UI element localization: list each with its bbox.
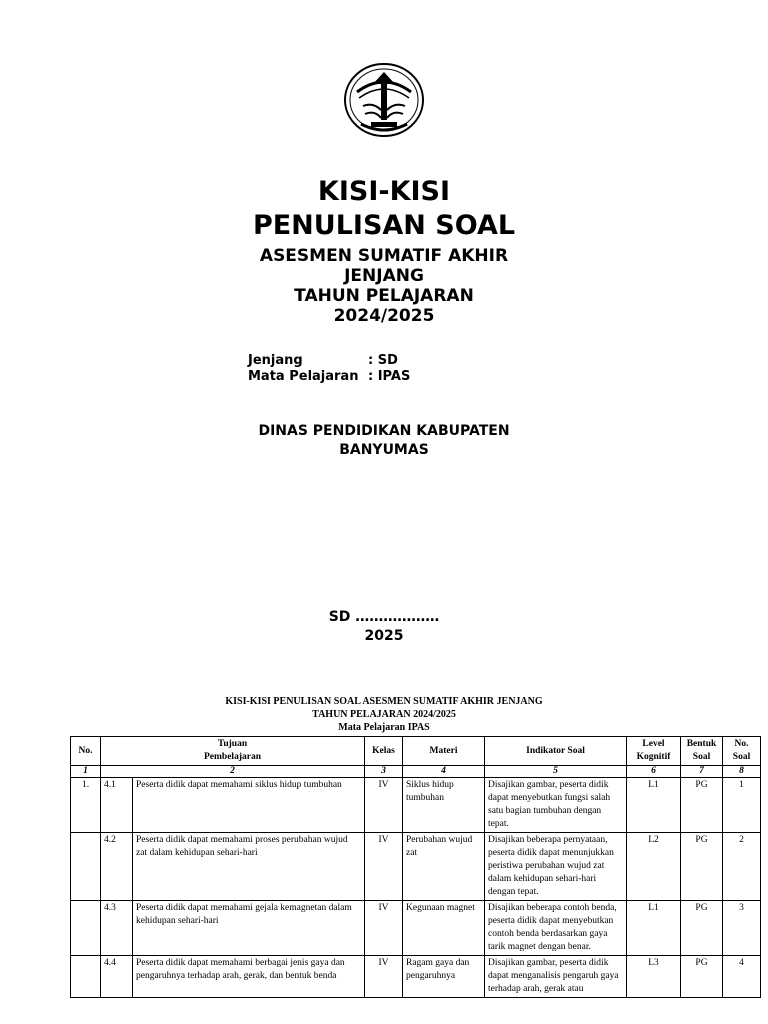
col-level: Level Kognitif bbox=[627, 737, 681, 766]
cell-bentuk: PG bbox=[681, 901, 723, 956]
cell-kelas: IV bbox=[365, 778, 403, 833]
regency-emblem-logo bbox=[343, 62, 425, 140]
school-block bbox=[0, 608, 768, 646]
cell-materi: Ragam gaya dan pengaruhnya bbox=[403, 956, 485, 998]
cell-bentuk: PG bbox=[681, 956, 723, 998]
index-cell: 4 bbox=[403, 766, 485, 778]
index-cell: 7 bbox=[681, 766, 723, 778]
table-header-row bbox=[71, 737, 761, 766]
col-kelas: Kelas bbox=[365, 737, 403, 766]
cell-level: L3 bbox=[627, 956, 681, 998]
table-index-row bbox=[71, 766, 761, 778]
cell-materi: Siklus hidup tumbuhan bbox=[403, 778, 485, 833]
meta-row-mapel bbox=[248, 369, 410, 385]
school-line: SD ……………… bbox=[328, 609, 440, 625]
cell-no bbox=[71, 901, 101, 956]
index-cell: 1 bbox=[71, 766, 101, 778]
dinas-line1: DINAS PENDIDIKAN KABUPATEN bbox=[258, 423, 510, 439]
table-row bbox=[71, 956, 761, 998]
cell-tujuan: Peserta didik dapat memahami gejala kemagnetan dalam kehidupan sehari-hari bbox=[133, 901, 365, 956]
cell-nosoal: 4 bbox=[723, 956, 761, 998]
cover-subtitle-line: 2024/2025 bbox=[333, 306, 435, 326]
cell-materi: Kegunaan magnet bbox=[403, 901, 485, 956]
index-cell: 2 bbox=[101, 766, 365, 778]
index-cell: 6 bbox=[627, 766, 681, 778]
index-cell: 3 bbox=[365, 766, 403, 778]
cell-nosoal: 3 bbox=[723, 901, 761, 956]
cell-tujuan: Peserta didik dapat memahami berbagai jenis gaya dan pengaruhnya terhadap arah, gerak, dan bentuk benda bbox=[133, 956, 365, 998]
school-year: 2025 bbox=[364, 628, 404, 644]
cell-code: 4.2 bbox=[101, 833, 133, 901]
cell-no: 1. bbox=[71, 778, 101, 833]
cell-level: L1 bbox=[627, 901, 681, 956]
col-no: No. bbox=[71, 737, 101, 766]
cell-nosoal: 1 bbox=[723, 778, 761, 833]
cell-tujuan: Peserta didik dapat memahami proses perubahan wujud zat dalam kehidupan sehari-hari bbox=[133, 833, 365, 901]
table-row bbox=[71, 778, 761, 833]
table-heading bbox=[0, 695, 768, 734]
cover-subtitle-line: TAHUN PELAJARAN bbox=[294, 286, 474, 306]
cell-no bbox=[71, 956, 101, 998]
cell-bentuk: PG bbox=[681, 778, 723, 833]
index-cell: 5 bbox=[485, 766, 627, 778]
cell-kelas: IV bbox=[365, 833, 403, 901]
jenjang-value: : SD bbox=[368, 353, 398, 368]
table-row bbox=[71, 833, 761, 901]
cell-level: L1 bbox=[627, 778, 681, 833]
cover-meta bbox=[248, 353, 410, 385]
cover-title-line1: KISI-KISI bbox=[317, 176, 451, 207]
cover-subtitle bbox=[0, 246, 768, 326]
cell-materi: Perubahan wujud zat bbox=[403, 833, 485, 901]
kisi-kisi-table bbox=[70, 736, 761, 998]
col-tujuan: Tujuan Pembelajaran bbox=[101, 737, 365, 766]
cell-no bbox=[71, 833, 101, 901]
dinas-block bbox=[0, 422, 768, 460]
table-heading-line2: TAHUN PELAJARAN 2024/2025 bbox=[312, 709, 456, 720]
table-row bbox=[71, 901, 761, 956]
mapel-value: : IPAS bbox=[368, 369, 411, 384]
cell-code: 4.4 bbox=[101, 956, 133, 998]
jenjang-label: Jenjang bbox=[248, 353, 303, 368]
cell-code: 4.1 bbox=[101, 778, 133, 833]
cell-indikator: Disajikan gambar, peserta didik dapat menyebutkan fungsi salah satu bagian tumbuhan dengan tepat. bbox=[485, 778, 627, 833]
cover-title-line2: PENULISAN SOAL bbox=[252, 210, 516, 241]
cell-code: 4.3 bbox=[101, 901, 133, 956]
col-bentuk: Bentuk Soal bbox=[681, 737, 723, 766]
meta-row-jenjang bbox=[248, 353, 410, 369]
col-indikator: Indikator Soal bbox=[485, 737, 627, 766]
mapel-label: Mata Pelajaran bbox=[248, 369, 359, 384]
cell-level: L2 bbox=[627, 833, 681, 901]
cell-indikator: Disajikan beberapa contoh benda, peserta didik dapat menyebutkan contoh benda berdasarkan gaya tarik magnet dengan benar. bbox=[485, 901, 627, 956]
cell-bentuk: PG bbox=[681, 833, 723, 901]
cell-tujuan: Peserta didik dapat memahami siklus hidup tumbuhan bbox=[133, 778, 365, 833]
cell-kelas: IV bbox=[365, 901, 403, 956]
table-heading-line1: KISI-KISI PENULISAN SOAL ASESMEN SUMATIF AKHIR JENJANG bbox=[225, 696, 543, 707]
cell-indikator: Disajikan beberapa pernyataan, peserta didik dapat menunjukkan peristiwa perubahan wujud zat dalam kehidupan sehari-hari dengan tepat. bbox=[485, 833, 627, 901]
cell-nosoal: 2 bbox=[723, 833, 761, 901]
table-heading-line3: Mata Pelajaran IPAS bbox=[338, 722, 430, 733]
cover-subtitle-line: JENJANG bbox=[344, 266, 424, 286]
dinas-line2: BANYUMAS bbox=[339, 442, 429, 458]
cell-kelas: IV bbox=[365, 956, 403, 998]
index-cell: 8 bbox=[723, 766, 761, 778]
cell-indikator: Disajikan gambar, peserta didik dapat menganalisis pengaruh gaya terhadap arah, gerak atau bbox=[485, 956, 627, 998]
col-nosoal: No. Soal bbox=[723, 737, 761, 766]
col-materi: Materi bbox=[403, 737, 485, 766]
cover-subtitle-line: ASESMEN SUMATIF AKHIR bbox=[259, 246, 509, 266]
